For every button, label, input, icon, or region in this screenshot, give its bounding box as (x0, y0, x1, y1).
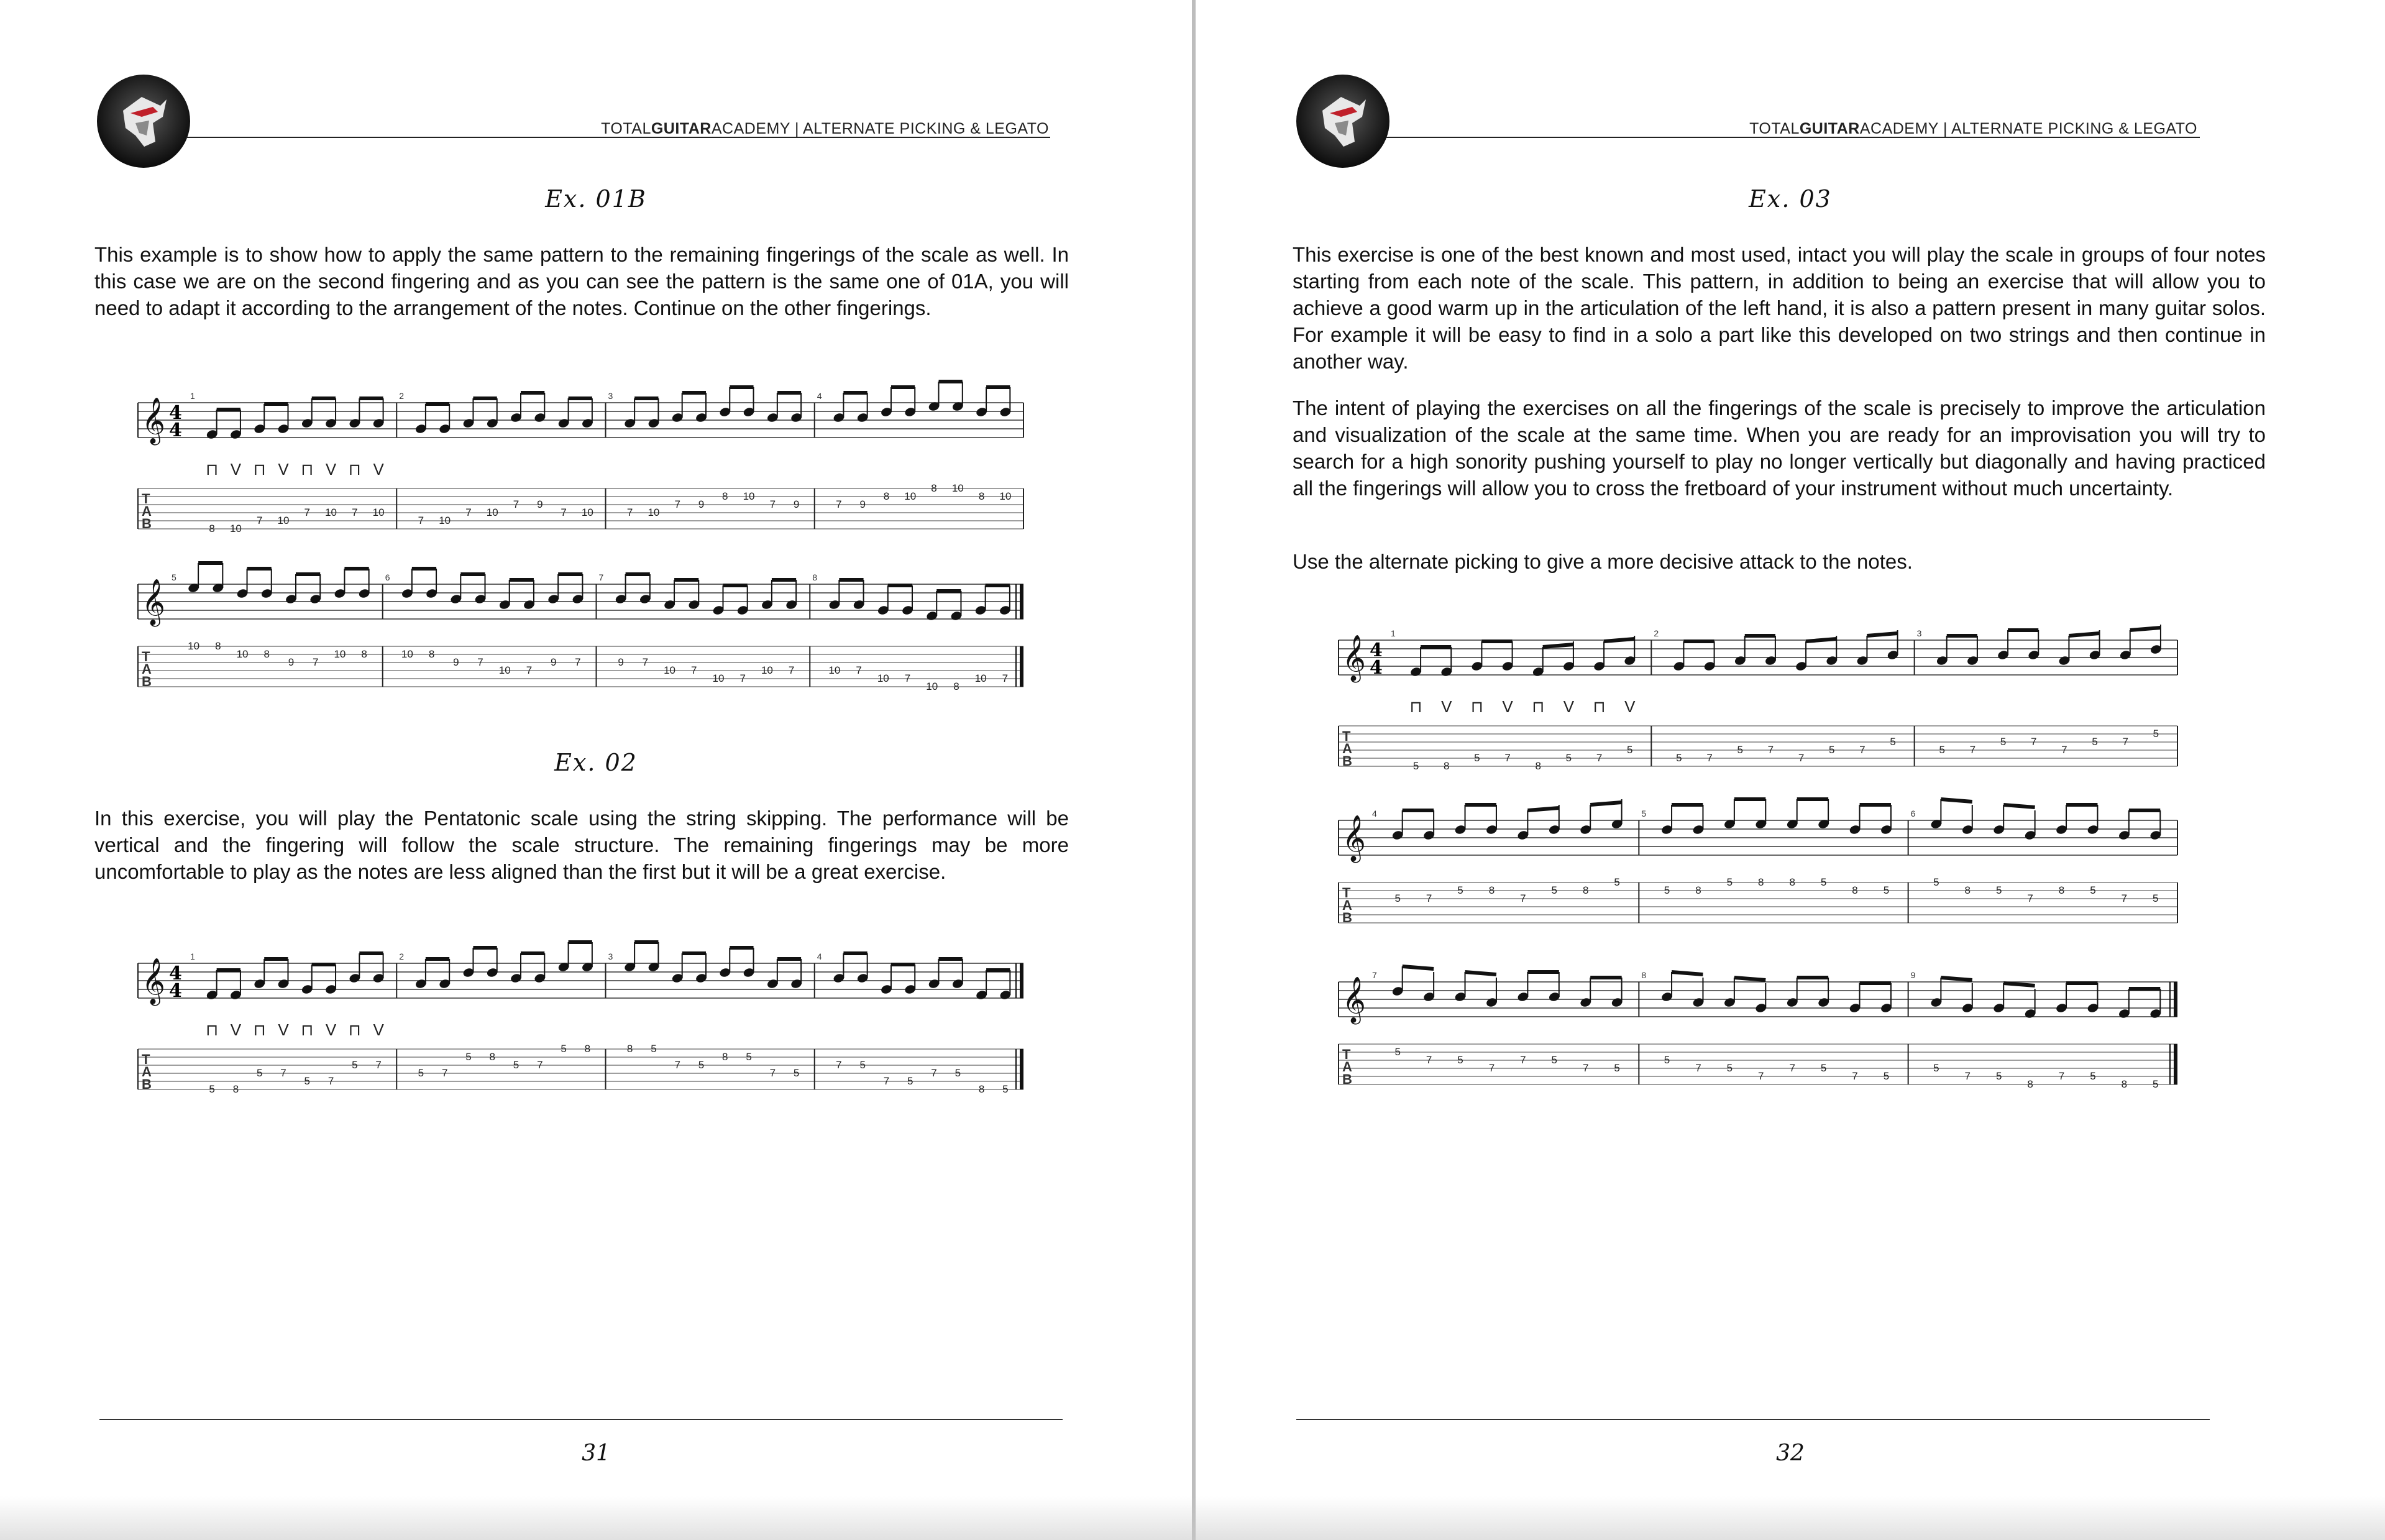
tab-fret-number: 8 (1488, 884, 1495, 896)
beam (1403, 966, 1434, 969)
tab-fret-number: 5 (1551, 884, 1558, 896)
tab-fret-number: 8 (263, 648, 270, 660)
tab-fret-number: 10 (951, 482, 964, 494)
tab-fret-number: 10 (648, 506, 660, 518)
up-stroke-icon: V (373, 1020, 384, 1039)
tab-fret-number: 5 (304, 1075, 310, 1087)
tab-fret-number: 7 (691, 664, 697, 676)
tab-fret-number: 5 (1664, 1054, 1670, 1066)
tab-fret-number: 10 (761, 664, 773, 676)
ex01b-notation-system-2 (138, 572, 1023, 712)
treble-clef-icon: 𝄞 (1342, 635, 1366, 681)
tab-fret-number: 8 (1852, 884, 1858, 896)
tab-fret-number: 7 (1964, 1070, 1971, 1082)
up-stroke-icon: V (230, 460, 242, 479)
ex02-notation-system (138, 951, 1023, 1100)
tab-fret-number: 5 (2090, 1070, 2096, 1082)
tab-fret-number: 5 (418, 1067, 424, 1079)
down-stroke-icon: ⊓ (348, 1020, 361, 1039)
footer-rule (1296, 1419, 2210, 1420)
tab-fret-number: 5 (1829, 744, 1835, 756)
tab-letter: A (1342, 897, 1352, 913)
beam (1867, 633, 1897, 636)
tab-fret-number: 7 (626, 506, 633, 518)
time-signature-top: 4 (169, 963, 182, 984)
measure-number: 2 (1654, 628, 1659, 638)
measure-number: 2 (399, 391, 405, 401)
tab-fret-number: 7 (2121, 892, 2128, 904)
tab-fret-number: 5 (954, 1067, 961, 1079)
tab-fret-number: 5 (352, 1059, 358, 1071)
tab-fret-number: 7 (327, 1075, 334, 1087)
tab-fret-number: 10 (877, 672, 889, 684)
tab-fret-number: 5 (746, 1051, 752, 1063)
tab-fret-number: 8 (1789, 876, 1795, 888)
tab-fret-number: 5 (859, 1059, 866, 1071)
up-stroke-icon: V (1502, 697, 1513, 716)
time-signature-top: 4 (169, 402, 182, 424)
tab-fret-number: 5 (465, 1051, 472, 1063)
tab-fret-number: 8 (978, 1083, 985, 1095)
tab-fret-number: 5 (256, 1067, 263, 1079)
tab-fret-number: 5 (2153, 892, 2159, 904)
up-stroke-icon: V (1563, 697, 1575, 716)
tab-fret-number: 8 (2058, 884, 2065, 896)
tab-fret-number: 7 (1426, 892, 1432, 904)
tab-fret-number: 5 (1676, 752, 1682, 764)
page-31 (0, 0, 1192, 1540)
tab-fret-number: 7 (304, 506, 310, 518)
academy-logo (1296, 75, 1389, 168)
tab-letter: A (1342, 741, 1352, 756)
tab-fret-number: 5 (1627, 744, 1633, 756)
beam (1527, 808, 1559, 810)
tab-fret-number: 10 (277, 515, 290, 526)
up-stroke-icon: V (278, 460, 289, 479)
tab-fret-number: 10 (229, 523, 242, 534)
tab-fret-number: 7 (375, 1059, 382, 1071)
tab-fret-number: 8 (361, 648, 367, 660)
tab-letter: T (1342, 885, 1351, 901)
footer-rule (99, 1419, 1063, 1420)
measure-number: 7 (1372, 970, 1377, 980)
measure-number: 3 (1916, 628, 1922, 638)
measure-number: 7 (598, 572, 604, 582)
tab-letter: B (142, 674, 152, 689)
tab-fret-number: 5 (1614, 876, 1620, 888)
tab-fret-number: 10 (334, 648, 346, 660)
down-stroke-icon: ⊓ (301, 1020, 314, 1039)
tab-fret-number: 7 (1852, 1070, 1858, 1082)
tab-fret-number: 10 (828, 664, 841, 676)
beam (1590, 802, 1621, 805)
tab-fret-number: 9 (453, 656, 459, 668)
beam (1734, 978, 1765, 980)
tab-fret-number: 8 (722, 490, 728, 502)
tab-fret-number: 7 (2058, 1070, 2065, 1082)
tab-fret-number: 9 (537, 498, 543, 510)
tab-fret-number: 10 (904, 490, 917, 502)
tab-fret-number: 7 (280, 1067, 286, 1079)
tab-fret-number: 5 (1664, 884, 1670, 896)
tab-fret-number: 5 (1565, 752, 1572, 764)
tab-letter: B (142, 516, 152, 531)
measure-number: 4 (817, 391, 822, 401)
tab-fret-number: 8 (2027, 1078, 2033, 1090)
tab-fret-number: 5 (1883, 884, 1890, 896)
tab-fret-number: 7 (575, 656, 581, 668)
tab-letter: T (142, 491, 150, 506)
tab-fret-number: 5 (1737, 744, 1743, 756)
tab-fret-number: 7 (465, 506, 472, 518)
tab-fret-number: 9 (550, 656, 557, 668)
tab-fret-number: 5 (2090, 884, 2096, 896)
tab-fret-number: 7 (1520, 1054, 1526, 1066)
up-stroke-icon: V (325, 460, 337, 479)
tab-fret-number: 7 (2061, 744, 2067, 756)
tab-fret-number: 8 (883, 490, 890, 502)
tab-fret-number: 5 (651, 1043, 657, 1055)
tab-fret-number: 8 (489, 1051, 495, 1063)
page-32 (1196, 0, 2385, 1540)
up-stroke-icon: V (325, 1020, 337, 1039)
ex03-description-1: This exercise is one of the best known and most used, intact you will play the scale in groups of four notes starting from each note of the scale. This pattern, in addition to being an exercise that will allow you to achieve a good warm up in the articulation of the left hand, it is also a pattern present in many guitar solos. For example it will be easy to find in a solo a part like this developed on two strings and then continue in another way. (1293, 243, 2266, 373)
tab-fret-number: 10 (372, 506, 385, 518)
down-stroke-icon: ⊓ (1470, 697, 1484, 716)
tab-letter: B (1342, 1071, 1352, 1087)
tab-fret-number: 7 (1488, 1062, 1495, 1074)
beam (1806, 639, 1836, 641)
tab-fret-number: 7 (1789, 1062, 1795, 1074)
measure-number: 3 (608, 391, 613, 401)
measure-number: 2 (399, 951, 405, 961)
tab-fret-number: 5 (1883, 1070, 1890, 1082)
down-stroke-icon: ⊓ (253, 1020, 266, 1039)
tab-fret-number: 5 (1412, 760, 1419, 772)
tab-fret-number: 5 (1890, 736, 1896, 748)
tab-fret-number: 7 (477, 656, 483, 668)
tab-fret-number: 8 (209, 523, 215, 534)
tab-letter: B (1342, 910, 1352, 925)
tab-fret-number: 7 (674, 498, 680, 510)
ex01b-title: Ex. 01B (545, 185, 647, 213)
tab-fret-number: 10 (581, 506, 593, 518)
tab-fret-number: 7 (883, 1075, 890, 1087)
treble-clef-icon: 𝄞 (142, 398, 165, 444)
tab-fret-number: 7 (904, 672, 911, 684)
tab-fret-number: 7 (788, 664, 795, 676)
up-stroke-icon: V (278, 1020, 289, 1039)
up-stroke-icon: V (230, 1020, 242, 1039)
tab-fret-number: 7 (1596, 752, 1603, 764)
tab-fret-number: 5 (1939, 744, 1945, 756)
eagle-logo-icon (1316, 92, 1370, 152)
beam (2069, 633, 2099, 636)
down-stroke-icon: ⊓ (348, 460, 361, 479)
page-number: 31 (582, 1441, 610, 1466)
tab-fret-number: 5 (1457, 884, 1463, 896)
ex01b-notation-system-1 (138, 390, 1023, 539)
beam (2003, 983, 2035, 986)
academy-logo (97, 75, 190, 168)
tab-fret-number: 7 (418, 515, 424, 526)
tab-fret-number: 10 (325, 506, 337, 518)
tab-fret-number: 10 (974, 672, 987, 684)
measure-number: 8 (1641, 970, 1647, 980)
tab-letter: A (1342, 1059, 1352, 1075)
tab-fret-number: 7 (1859, 744, 1865, 756)
page-number: 32 (1776, 1441, 1805, 1466)
down-stroke-icon: ⊓ (253, 460, 266, 479)
tab-fret-number: 7 (2122, 736, 2128, 748)
tab-fret-number: 7 (441, 1067, 448, 1079)
tab-fret-number: 7 (256, 515, 263, 526)
tab-fret-number: 7 (674, 1059, 680, 1071)
tab-fret-number: 10 (926, 681, 938, 692)
tab-fret-number: 5 (1726, 876, 1733, 888)
tab-fret-number: 7 (836, 498, 842, 510)
measure-number: 4 (817, 951, 822, 961)
tab-fret-number: 5 (2153, 1078, 2159, 1090)
tab-fret-number: 8 (232, 1083, 239, 1095)
tab-fret-number: 7 (1426, 1054, 1432, 1066)
tab-fret-number: 8 (1758, 876, 1764, 888)
beam (1604, 639, 1634, 641)
tab-fret-number: 5 (1995, 1070, 2002, 1082)
tab-fret-number: 5 (2153, 728, 2159, 740)
tab-fret-number: 10 (743, 490, 755, 502)
tab-fret-number: 9 (618, 656, 624, 668)
tab-fret-number: 5 (1726, 1062, 1733, 1074)
tab-fret-number: 7 (1002, 672, 1009, 684)
time-signature-bottom: 4 (169, 419, 182, 441)
tab-letter: A (142, 661, 152, 677)
tab-fret-number: 10 (498, 664, 511, 676)
eagle-logo-icon (117, 92, 170, 152)
tab-fret-number: 7 (1582, 1062, 1589, 1074)
measure-number: 1 (190, 391, 195, 401)
tab-fret-number: 5 (1995, 884, 2002, 896)
ex03-notation-system-3 (1339, 969, 2177, 1109)
tab-fret-number: 8 (931, 482, 937, 494)
tab-fret-number: 7 (1520, 892, 1526, 904)
down-stroke-icon: ⊓ (1409, 697, 1422, 716)
tab-fret-number: 5 (1551, 1054, 1558, 1066)
treble-clef-icon: 𝄞 (1342, 977, 1366, 1023)
tab-fret-number: 7 (526, 664, 533, 676)
down-stroke-icon: ⊓ (301, 460, 314, 479)
measure-number: 5 (1641, 809, 1647, 818)
tab-fret-number: 7 (769, 498, 776, 510)
tab-fret-number: 5 (907, 1075, 913, 1087)
tab-fret-number: 5 (698, 1059, 705, 1071)
tab-fret-number: 5 (513, 1059, 520, 1071)
running-header: TOTALGUITARACADEMY | ALTERNATE PICKING & LEGATO (601, 120, 1049, 137)
beam (1543, 644, 1573, 647)
tab-fret-number: 10 (188, 640, 200, 652)
tab-fret-number: 7 (836, 1059, 842, 1071)
beam (1941, 799, 1972, 802)
tab-fret-number: 8 (584, 1043, 591, 1055)
beam (1941, 978, 1972, 980)
tab-letter: B (142, 1076, 152, 1092)
tab-fret-number: 7 (642, 656, 649, 668)
tab-fret-number: 9 (698, 498, 705, 510)
beam (2003, 805, 2035, 807)
measure-number: 3 (608, 951, 613, 961)
up-stroke-icon: V (373, 460, 384, 479)
ex03-notation-system-1 (1339, 628, 2177, 777)
tab-fret-number: 5 (2000, 736, 2007, 748)
tab-fret-number: 9 (859, 498, 866, 510)
tab-fret-number: 7 (1798, 752, 1805, 764)
tab-fret-number: 7 (856, 664, 862, 676)
tab-fret-number: 5 (1394, 1046, 1401, 1058)
tab-fret-number: 5 (1820, 876, 1827, 888)
tab-fret-number: 8 (626, 1043, 633, 1055)
beam (2130, 628, 2161, 630)
ex02-description: In this exercise, you will play the Pentatonic scale using the string skipping. The performance will be vertical and the fingering will follow the scale structure. The remaining fingerings may be more uncomfortable to play as the notes are less aligned than the first but it will be a great exercise. (94, 807, 1069, 883)
tab-fret-number: 8 (953, 681, 959, 692)
tab-fret-number: 5 (793, 1067, 800, 1079)
measure-number: 8 (812, 572, 818, 582)
tab-fret-number: 5 (1002, 1083, 1009, 1095)
tab-fret-number: 8 (978, 490, 985, 502)
tab-fret-number: 5 (1933, 876, 1939, 888)
time-signature-bottom: 4 (169, 980, 182, 1002)
tab-fret-number: 10 (999, 490, 1012, 502)
down-stroke-icon: ⊓ (205, 1020, 219, 1039)
tab-fret-number: 7 (2031, 736, 2037, 748)
treble-clef-icon: 𝄞 (142, 579, 165, 625)
treble-clef-icon: 𝄞 (1342, 815, 1366, 861)
beam (1465, 972, 1496, 974)
tab-fret-number: 7 (1758, 1070, 1764, 1082)
tab-fret-number: 8 (2121, 1078, 2128, 1090)
tab-fret-number: 7 (1695, 1062, 1701, 1074)
tab-fret-number: 5 (1394, 892, 1401, 904)
running-header: TOTALGUITARACADEMY | ALTERNATE PICKING & LEGATO (1749, 120, 2197, 137)
tab-fret-number: 7 (561, 506, 567, 518)
tab-fret-number: 8 (1535, 760, 1541, 772)
tab-fret-number: 7 (1706, 752, 1713, 764)
tab-fret-number: 7 (312, 656, 319, 668)
tab-letter: A (142, 503, 152, 519)
tab-letter: A (142, 1064, 152, 1079)
tab-fret-number: 7 (931, 1067, 937, 1079)
tab-fret-number: 8 (1964, 884, 1971, 896)
tab-fret-number: 10 (401, 648, 413, 660)
tab-letter: T (1342, 1047, 1351, 1062)
measure-number: 5 (172, 572, 176, 582)
beam (1672, 972, 1703, 974)
tab-fret-number: 8 (428, 648, 435, 660)
tab-fret-number: 5 (1933, 1062, 1939, 1074)
tab-fret-number: 8 (215, 640, 221, 652)
tab-fret-number: 7 (769, 1067, 776, 1079)
tab-fret-number: 7 (537, 1059, 543, 1071)
tab-fret-number: 7 (352, 506, 358, 518)
tab-fret-number: 7 (2027, 892, 2033, 904)
down-stroke-icon: ⊓ (1593, 697, 1606, 716)
down-stroke-icon: ⊓ (1532, 697, 1545, 716)
tab-fret-number: 7 (513, 498, 520, 510)
tab-fret-number: 9 (793, 498, 800, 510)
tab-fret-number: 8 (1695, 884, 1701, 896)
bottom-shadow (0, 1496, 2385, 1540)
measure-number: 9 (1910, 970, 1916, 980)
tab-fret-number: 10 (486, 506, 498, 518)
ex03-description-2: The intent of playing the exercises on all the fingerings of the scale is precisely to improve the articulation and visualization of the scale at the same time. When you are ready for an improvisation you will try to search for a high sonority pushing yourself to play no longer vertically but diagonally and having practiced all the fingerings will allow you to cross the fretboard of your instrument without much uncertainty. (1293, 396, 2266, 500)
tab-fret-number: 10 (664, 664, 676, 676)
tab-fret-number: 10 (439, 515, 451, 526)
time-signature-top: 4 (1370, 639, 1383, 661)
tab-letter: T (142, 649, 150, 664)
measure-number: 4 (1372, 809, 1377, 818)
tab-fret-number: 7 (1504, 752, 1511, 764)
tab-fret-number: 5 (2092, 736, 2098, 748)
tab-fret-number: 10 (712, 672, 725, 684)
ex02-title: Ex. 02 (554, 749, 638, 776)
ex03-description-3: Use the alternate picking to give a more decisive attack to the notes. (1293, 550, 1913, 573)
up-stroke-icon: V (1624, 697, 1636, 716)
tab-fret-number: 5 (209, 1083, 215, 1095)
up-stroke-icon: V (1441, 697, 1452, 716)
tab-fret-number: 5 (1474, 752, 1480, 764)
ex03-title: Ex. 03 (1749, 185, 1832, 213)
tab-fret-number: 8 (1582, 884, 1589, 896)
tab-letter: T (1342, 728, 1351, 744)
time-signature-bottom: 4 (1370, 657, 1383, 679)
treble-clef-icon: 𝄞 (142, 958, 165, 1004)
ex03-notation-system-2 (1339, 808, 2177, 948)
tab-fret-number: 8 (722, 1051, 728, 1063)
tab-fret-number: 7 (1969, 744, 1976, 756)
tab-fret-number: 8 (1444, 760, 1450, 772)
tab-fret-number: 9 (288, 656, 295, 668)
tab-fret-number: 5 (1820, 1062, 1827, 1074)
measure-number: 6 (1910, 809, 1916, 818)
measure-number: 1 (1391, 628, 1396, 638)
ex01b-description: This example is to show how to apply the same pattern to the remaining fingerings of the scale as well. In this case we are on the second fingering and as you can see the pattern is the same one of 01A, you will need to adapt it according to the arrangement of the notes. Continue on the other fingerings. (94, 243, 1069, 319)
tab-fret-number: 7 (1767, 744, 1774, 756)
tab-letter: T (142, 1052, 150, 1067)
tab-fret-number: 10 (236, 648, 249, 660)
down-stroke-icon: ⊓ (205, 460, 219, 479)
tab-fret-number: 7 (739, 672, 746, 684)
tab-fret-number: 5 (1614, 1062, 1620, 1074)
measure-number: 6 (385, 572, 390, 582)
measure-number: 1 (190, 951, 195, 961)
tab-letter: B (1342, 753, 1352, 769)
tab-fret-number: 5 (561, 1043, 567, 1055)
tab-fret-number: 5 (1457, 1054, 1463, 1066)
